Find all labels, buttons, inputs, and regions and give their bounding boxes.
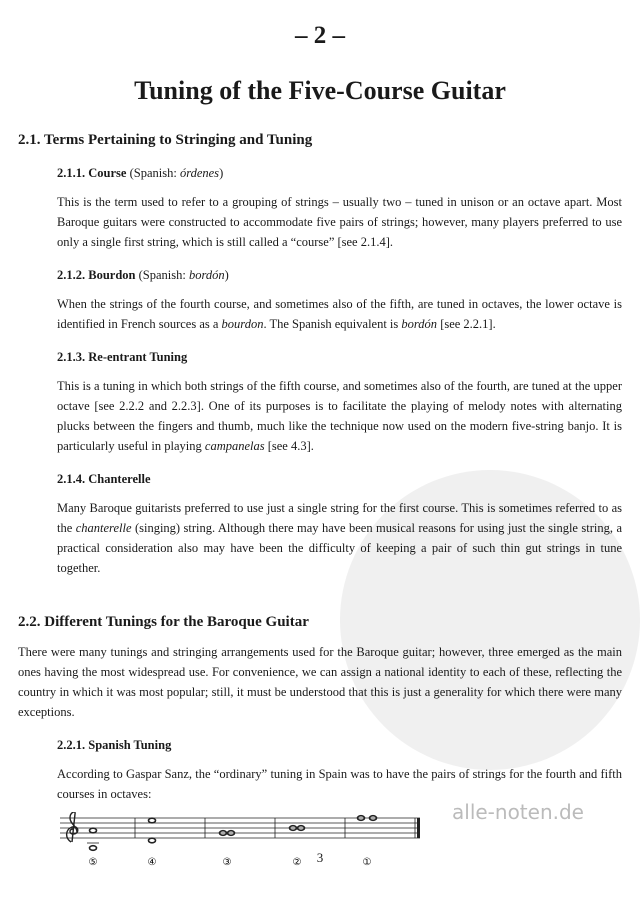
term: bourdon [221,317,264,331]
subsection-number: 2.1.1. Course [57,166,127,180]
course-number: ④ [147,857,157,868]
section-heading-2-1: 2.1. Terms Pertaining to Stringing and Tuning [18,132,313,148]
page-body [0,20,640,872]
text: [see 4.3]. [264,439,314,453]
paragraph-chanterelle [57,498,622,578]
paragraph-spanish-tuning: According to Gaspar Sanz, the “ordinary” tuning in Spain was to have the pairs of strings for the fourth and fifth courses in octaves: [57,767,622,801]
term: órdenes [179,166,220,180]
text: [see 2.2.1]. [437,317,496,331]
course-number: ② [292,857,302,868]
term: chanterelle [75,521,132,535]
staff-container [55,812,640,872]
subsection-heading-2-1-3 [57,348,640,366]
treble-clef-icon [67,812,78,842]
term: bordón [401,317,438,331]
chapter-title: Tuning of the Five-Course Guitar [134,76,506,105]
text: This is a tuning in which both strings of the fifth course, and sometimes also of the fourth, are tuned at the upper octave [see 2.2.2 and 2.2.3]. One of its purposes is to facilitate the playing of melody notes with alternating plucks between the fingers and thumb, much like the technique now used on the modern five-string banjo. It is particularly useful in playing [57,379,622,453]
term: bordón [188,268,225,282]
subsection-number: 2.2.1. Spanish Tuning [57,738,172,752]
course-number: ① [362,857,372,868]
text: (Spanish: [126,166,180,180]
text: . The Spanish equivalent is [263,317,402,331]
paragraph-reentrant [57,376,622,456]
subsection-number: 2.1.3. Re-entrant Tuning [57,350,188,364]
text: ) [224,268,229,282]
page-number: 3 [316,850,324,865]
final-barline [417,818,420,838]
text: ) [219,166,224,180]
course-number: ③ [222,857,232,868]
term: campanelas [204,439,265,453]
text: (singing) string. Although there may have been musical reasons for using just the single string, a practical consideration also may have been the difficulty of keeping a pair of such thin gut strings in tune together. [57,521,623,575]
subsection-heading-2-1-1 [57,164,640,182]
course-numbers [89,857,372,868]
text: (Spanish: [135,268,189,282]
subsection-heading-2-1-2 [57,266,640,284]
subsection-heading-2-2-1 [57,736,640,754]
staff-lines [60,818,420,838]
text: Many Baroque guitarists preferred to use just a single string for the first course. This is sometimes referred to as the [57,501,622,535]
section-heading-2-2: 2.2. Different Tunings for the Baroque Guitar [18,614,309,630]
paragraph-course: This is the term used to refer to a grouping of strings – usually two – tuned in unison or an octave apart. Most Baroque guitars were constructed to accommodate five pairs of strings; however, many players preferred to use only a single first string, which is still called a “course” [see 2.1.4]. [57,195,622,249]
subsection-heading-2-1-4 [57,470,640,488]
text: When the strings of the fourth course, and sometimes also of the fifth, are tuned in octaves, the lower octave is identified in French sources as a [57,297,622,331]
course-number: ⑤ [88,857,98,868]
subsection-number: 2.1.2. Bourdon [57,268,136,282]
watermark-text: alle-noten.de [452,800,584,824]
chapter-number: – 2 – [295,22,345,49]
subsection-number: 2.1.4. Chanterelle [57,472,151,486]
music-staff [55,812,425,872]
paragraph-tunings: There were many tunings and stringing arrangements used for the Baroque guitar; however, three emerged as the main ones having the most widespread use. For convenience, we can assign a national identity to each of these, reflecting the country in which it was most popular; still, it must be understood that this is just a generality for which there were many exceptions. [18,645,622,719]
paragraph-bourdon [57,294,622,334]
